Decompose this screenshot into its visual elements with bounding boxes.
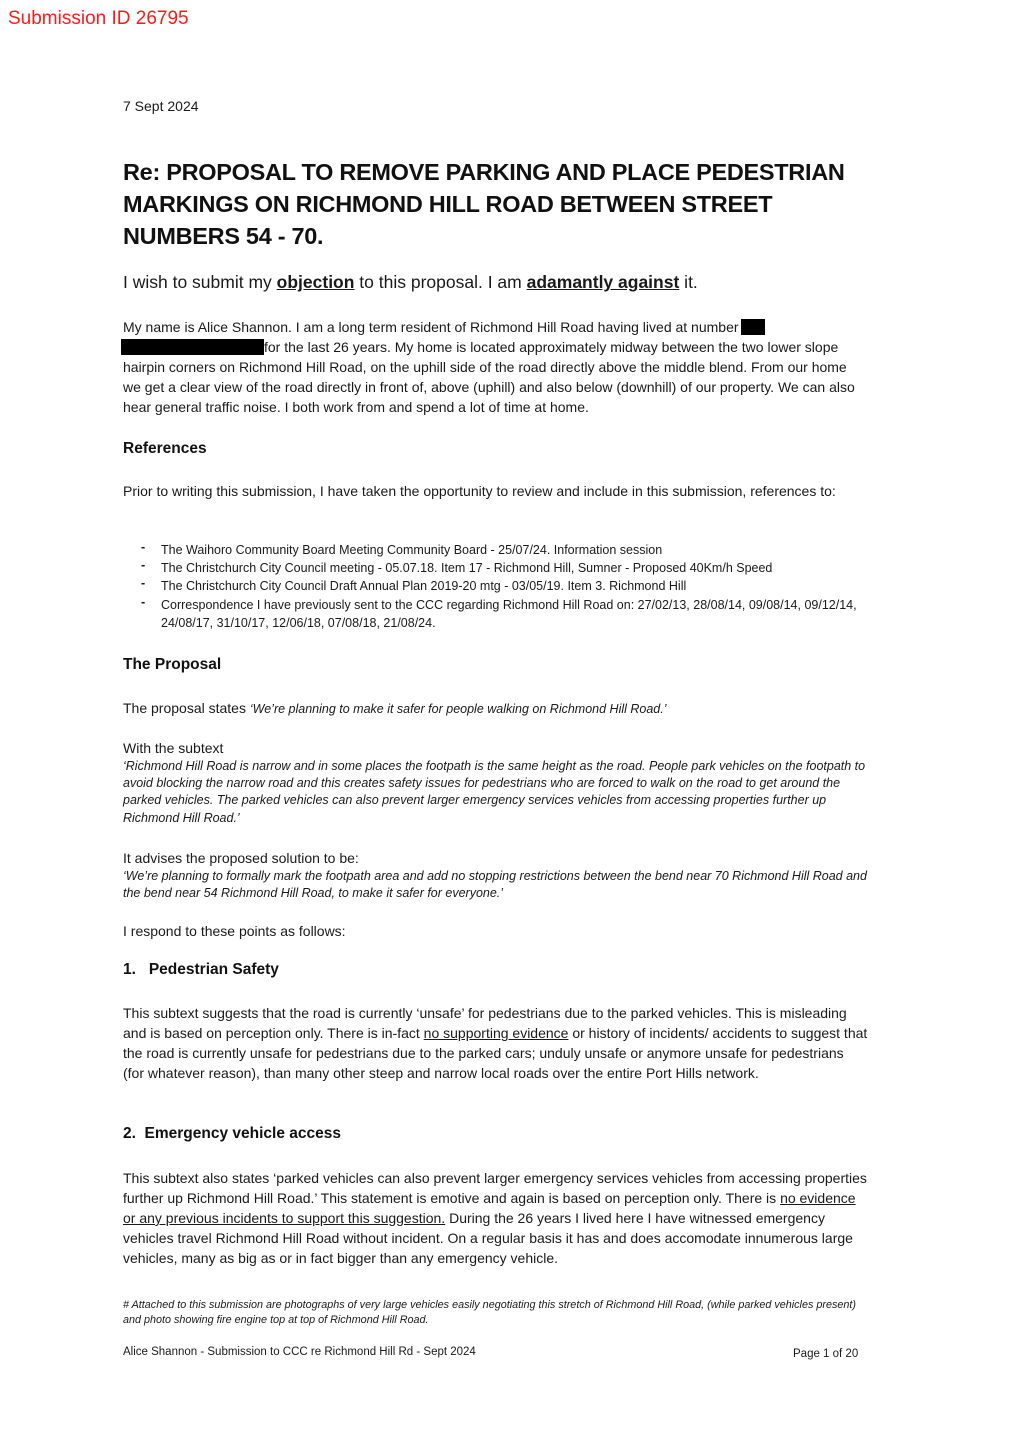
solution-quote: ‘We’re planning to formally mark the footpath area and add no stopping restrictions between the bend near 70 Richmond Hill Road and the bend near 54 Richmond Hill Road, to make it safer for everyone.’ (123, 869, 867, 901)
proposal-subtext (123, 738, 868, 827)
attachment-note: # Attached to this submission are photographs of very large vehicles easily negotiating this stretch of Richmond Hill Road, (while parked vehicles present) and photo showing fire engine top at top of Richmond Hill Road. (123, 1299, 856, 1326)
letter-date: 7 Sept 2024 (123, 98, 199, 114)
intro-paragraph (123, 317, 868, 417)
underlined-emphasis: no evidence or any previous incidents to support this suggestion. (123, 1190, 856, 1226)
pedestrian-safety-paragraph: This subtext suggests that the road is currently ‘unsafe’ for pedestrians due to the parked vehicles. This is misleading and is based on perception only. There is in-fact no supporting evidence or history of incidents/ accidents to suggest that the road is currently unsafe for pedestrians due to the parked cars; unduly unsafe or anymore unsafe for pedestrians (for whatever reason), than many other steep and narrow local roads over the entire Port Hills network. (123, 1005, 868, 1081)
proposal-solution (123, 848, 868, 902)
footer-document-label: Alice Shannon - Submission to CCC re Richmond Hill Rd - Sept 2024 (123, 1346, 476, 1358)
dash-bullet-icon: - (141, 594, 146, 609)
reference-item: - Correspondence I have previously sent to the CCC regarding Richmond Hill Road on: 27/02/13, 28/08/14, 09/08/14, 09/12/14, 24/08/17, 31/10/17, 12/06/18, 07/08/18, 21/08/24. (141, 594, 857, 630)
objection-statement (123, 272, 698, 293)
submission-id: Submission ID 26795 (8, 8, 189, 29)
proposal-states: The proposal states ‘We’re planning to make it safer for people walking on Richmond Hill Road.’ (123, 700, 667, 716)
lead-emphasis-against: adamantly against (526, 272, 680, 292)
dash-bullet-icon: - (141, 558, 146, 573)
lead-text: I wish to submit my (123, 272, 277, 292)
section-heading-emergency-access: 2. Emergency vehicle access (123, 1125, 342, 1142)
redaction-box (741, 319, 765, 335)
proposal-states-quote: ‘We’re planning to make it safer for people walking on Richmond Hill Road.’ (249, 702, 667, 716)
document-title: Re: PROPOSAL TO REMOVE PARKING AND PLACE PEDESTRIAN MARKINGS ON RICHMOND HILL ROAD BETWEEN STREET NUMBERS 54 - 70. (123, 159, 845, 249)
dash-bullet-icon: - (141, 576, 146, 591)
references-list (141, 541, 861, 632)
intro-text: My name is Alice Shannon. I am a long term resident of Richmond Hill Road having lived at number (123, 319, 739, 335)
references-heading: References (123, 440, 207, 457)
lead-text: it. (679, 272, 698, 292)
redaction-box (121, 339, 264, 355)
emergency-access-paragraph: This subtext also states ‘parked vehicles can also prevent larger emergency services vehicles from accessing properties further up Richmond Hill Road.’ This statement is emotive and again is based on perception only. There is no evidence or any previous incidents to support this suggestion. During the 26 years I lived here I have witnessed emergency vehicles travel Richmond Hill Road without incident. On a regular basis it has and does accomodate innumerous large vehicles, many as big as or in fact bigger than any emergency vehicle. (123, 1170, 867, 1266)
proposal-heading: The Proposal (123, 656, 222, 673)
solution-label: It advises the proposed solution to be: (123, 850, 359, 866)
reference-item: - The Christchurch City Council Draft Annual Plan 2019-20 mtg - 03/05/19. Item 3. Richmond Hill (141, 576, 687, 594)
intro-text: for the last 26 years. My home is located approximately midway between the two lower slope hairpin corners on Richmond Hill Road, on the uphill side of the road directly above the middle blend. From our home we get a clear view of the road directly in front of, above (uphill) and also below (downhill) of our property. We can also hear general traffic noise. I both work from and spend a lot of time at home. (123, 339, 855, 415)
references-intro: Prior to writing this submission, I have taken the opportunity to review and include in this submission, references to: (123, 483, 836, 499)
lead-emphasis-objection: objection (276, 272, 355, 292)
reference-item: - The Christchurch City Council meeting - 05.07.18. Item 17 - Richmond Hill, Sumner - Proposed 40Km/h Speed (141, 558, 773, 576)
reference-item: - The Waihoro Community Board Meeting Community Board - 25/07/24. Information session (141, 540, 663, 557)
lead-text: to this proposal. I am (354, 272, 527, 292)
subtext-quote: ‘Richmond Hill Road is narrow and in some places the footpath is the same height as the road. People park vehicles on the footpath to avoid blocking the narrow road and this creates safety issues for pedestrians who are forced to walk on the road to get around the parked vehicles. The parked vehicles can also prevent larger emergency services vehicles from accessing properties further up Richmond Hill Road.’ (123, 759, 866, 825)
footer-page-number: Page 1 of 20 (793, 1348, 859, 1360)
section-heading-pedestrian-safety: 1. Pedestrian Safety (123, 961, 279, 978)
subtext-label: With the subtext (123, 740, 224, 756)
respond-text: I respond to these points as follows: (123, 923, 346, 939)
underlined-emphasis: no supporting evidence (423, 1025, 569, 1041)
dash-bullet-icon: - (141, 540, 146, 554)
